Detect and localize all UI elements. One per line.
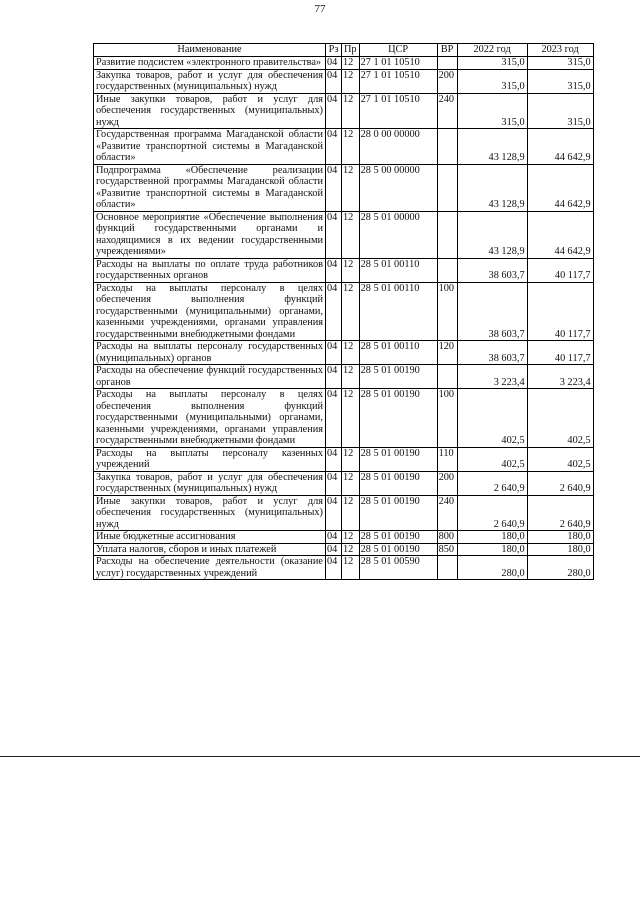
cell-2023: 40 117,7 [527,341,593,365]
cell-pr: 12 [342,447,360,471]
header-2022: 2022 год [457,44,527,57]
header-pr: Пр [342,44,360,57]
cell-name: Уплата налогов, сборов и иных платежей [94,543,326,556]
table-body [94,57,594,580]
cell-pr: 12 [342,282,360,341]
cell-vr [437,365,457,389]
cell-name: Расходы на обеспечение функций государственных органов [94,365,326,389]
cell-csr: 28 5 01 00110 [359,341,437,365]
cell-name: Расходы на выплаты по оплате труда работников государственных органов [94,258,326,282]
cell-pr: 12 [342,365,360,389]
cell-csr: 28 5 01 00110 [359,258,437,282]
cell-pr: 12 [342,129,360,165]
cell-2022: 38 603,7 [457,282,527,341]
cell-vr: 240 [437,495,457,531]
cell-csr: 28 5 01 00190 [359,495,437,531]
cell-rz: 04 [326,93,342,129]
cell-rz: 04 [326,129,342,165]
cell-csr: 28 5 01 00590 [359,556,437,580]
cell-2022: 2 640,9 [457,471,527,495]
cell-2022: 402,5 [457,447,527,471]
cell-vr: 110 [437,447,457,471]
cell-rz: 04 [326,556,342,580]
cell-pr: 12 [342,211,360,258]
cell-2023: 315,0 [527,69,593,93]
cell-vr: 800 [437,531,457,544]
cell-rz: 04 [326,543,342,556]
cell-pr: 12 [342,556,360,580]
cell-name: Расходы на выплаты персоналу государственных (муниципальных) органов [94,341,326,365]
cell-rz: 04 [326,69,342,93]
cell-2023: 280,0 [527,556,593,580]
cell-rz: 04 [326,341,342,365]
cell-2022: 280,0 [457,556,527,580]
cell-2022: 180,0 [457,531,527,544]
cell-2023: 402,5 [527,389,593,448]
cell-vr [437,57,457,70]
cell-2022: 3 223,4 [457,365,527,389]
footer-divider [0,756,640,757]
cell-vr: 240 [437,93,457,129]
cell-rz: 04 [326,282,342,341]
table-row [94,543,594,556]
cell-2023: 315,0 [527,57,593,70]
cell-csr: 27 1 01 10510 [359,69,437,93]
cell-csr: 28 5 01 00190 [359,365,437,389]
header-name: Наименование [94,44,326,57]
cell-rz: 04 [326,57,342,70]
table-row [94,341,594,365]
cell-name: Закупка товаров, работ и услуг для обеспечения государственных (муниципальных) нужд [94,471,326,495]
cell-name: Иные закупки товаров, работ и услуг для обеспечения государственных (муниципальных) нужд [94,495,326,531]
cell-2022: 2 640,9 [457,495,527,531]
cell-rz: 04 [326,531,342,544]
cell-rz: 04 [326,365,342,389]
budget-table [93,43,594,580]
table-row [94,93,594,129]
cell-2022: 38 603,7 [457,341,527,365]
cell-pr: 12 [342,531,360,544]
cell-csr: 28 5 01 00190 [359,543,437,556]
cell-2022: 43 128,9 [457,211,527,258]
cell-vr: 100 [437,282,457,341]
cell-csr: 27 1 01 10510 [359,93,437,129]
cell-2022: 315,0 [457,69,527,93]
cell-name: Иные бюджетные ассигнования [94,531,326,544]
table-row [94,495,594,531]
cell-name: Развитие подсистем «электронного правительства» [94,57,326,70]
cell-2022: 38 603,7 [457,258,527,282]
cell-name: Расходы на выплаты персоналу в целях обеспечения выполнения функций государственными (муниципальными) органами, казенными учреждениями, органами управления государственными внебюджетными фондами [94,389,326,448]
table-row [94,447,594,471]
table-row [94,69,594,93]
cell-pr: 12 [342,57,360,70]
cell-csr: 28 5 01 00110 [359,282,437,341]
table-row [94,389,594,448]
cell-csr: 28 5 00 00000 [359,164,437,211]
cell-vr: 200 [437,69,457,93]
cell-rz: 04 [326,447,342,471]
cell-rz: 04 [326,471,342,495]
cell-csr: 28 5 01 00190 [359,471,437,495]
cell-csr: 27 1 01 10510 [359,57,437,70]
cell-2023: 44 642,9 [527,129,593,165]
cell-rz: 04 [326,389,342,448]
table-row [94,164,594,211]
cell-csr: 28 5 01 00190 [359,531,437,544]
cell-name: Иные закупки товаров, работ и услуг для обеспечения государственных (муниципальных) нужд [94,93,326,129]
cell-vr: 100 [437,389,457,448]
table-row [94,471,594,495]
cell-2022: 402,5 [457,389,527,448]
table-row [94,57,594,70]
cell-pr: 12 [342,389,360,448]
cell-rz: 04 [326,495,342,531]
cell-pr: 12 [342,93,360,129]
cell-rz: 04 [326,164,342,211]
cell-vr: 200 [437,471,457,495]
cell-name: Основное мероприятие «Обеспечение выполнения функций государственными органами и находящимися в их ведении государственными учреждениями» [94,211,326,258]
cell-pr: 12 [342,471,360,495]
table-row [94,129,594,165]
cell-name: Расходы на выплаты персоналу казенных учреждений [94,447,326,471]
cell-pr: 12 [342,258,360,282]
cell-2023: 44 642,9 [527,211,593,258]
cell-2023: 315,0 [527,93,593,129]
cell-pr: 12 [342,495,360,531]
cell-pr: 12 [342,69,360,93]
cell-csr: 28 5 01 00190 [359,389,437,448]
header-vr: ВР [437,44,457,57]
table-header-row [94,44,594,57]
cell-vr [437,129,457,165]
cell-2023: 402,5 [527,447,593,471]
cell-2023: 180,0 [527,531,593,544]
cell-pr: 12 [342,164,360,211]
cell-pr: 12 [342,341,360,365]
cell-name: Расходы на выплаты персоналу в целях обеспечения выполнения функций государственными (муниципальными) органами, казенными учреждениями, органами управления государственными внебюджетными фондами [94,282,326,341]
cell-2023: 180,0 [527,543,593,556]
cell-name: Государственная программа Магаданской области «Развитие транспортной системы в Магаданской области» [94,129,326,165]
cell-2023: 2 640,9 [527,471,593,495]
table-row [94,282,594,341]
cell-csr: 28 5 01 00000 [359,211,437,258]
table-row [94,365,594,389]
cell-2022: 180,0 [457,543,527,556]
cell-2023: 3 223,4 [527,365,593,389]
cell-vr [437,211,457,258]
cell-name: Закупка товаров, работ и услуг для обеспечения государственных (муниципальных) нужд [94,69,326,93]
cell-name: Расходы на обеспечение деятельности (оказание услуг) государственных учреждений [94,556,326,580]
cell-rz: 04 [326,211,342,258]
table-row [94,258,594,282]
cell-vr [437,258,457,282]
cell-vr [437,164,457,211]
cell-2022: 315,0 [457,93,527,129]
cell-csr: 28 0 00 00000 [359,129,437,165]
header-2023: 2023 год [527,44,593,57]
cell-2022: 43 128,9 [457,129,527,165]
cell-name: Подпрограмма «Обеспечение реализации государственной программы Магаданской области «Развитие транспортной системы в Магаданской области» [94,164,326,211]
cell-2023: 40 117,7 [527,258,593,282]
table-row [94,531,594,544]
cell-2022: 315,0 [457,57,527,70]
cell-csr: 28 5 01 00190 [359,447,437,471]
page-number: 77 [314,3,326,15]
header-csr: ЦСР [359,44,437,57]
table-row [94,556,594,580]
cell-2023: 40 117,7 [527,282,593,341]
table-row [94,211,594,258]
cell-2023: 2 640,9 [527,495,593,531]
cell-pr: 12 [342,543,360,556]
cell-2022: 43 128,9 [457,164,527,211]
cell-rz: 04 [326,258,342,282]
cell-vr: 850 [437,543,457,556]
cell-vr [437,556,457,580]
cell-2023: 44 642,9 [527,164,593,211]
header-rz: Рз [326,44,342,57]
cell-vr: 120 [437,341,457,365]
